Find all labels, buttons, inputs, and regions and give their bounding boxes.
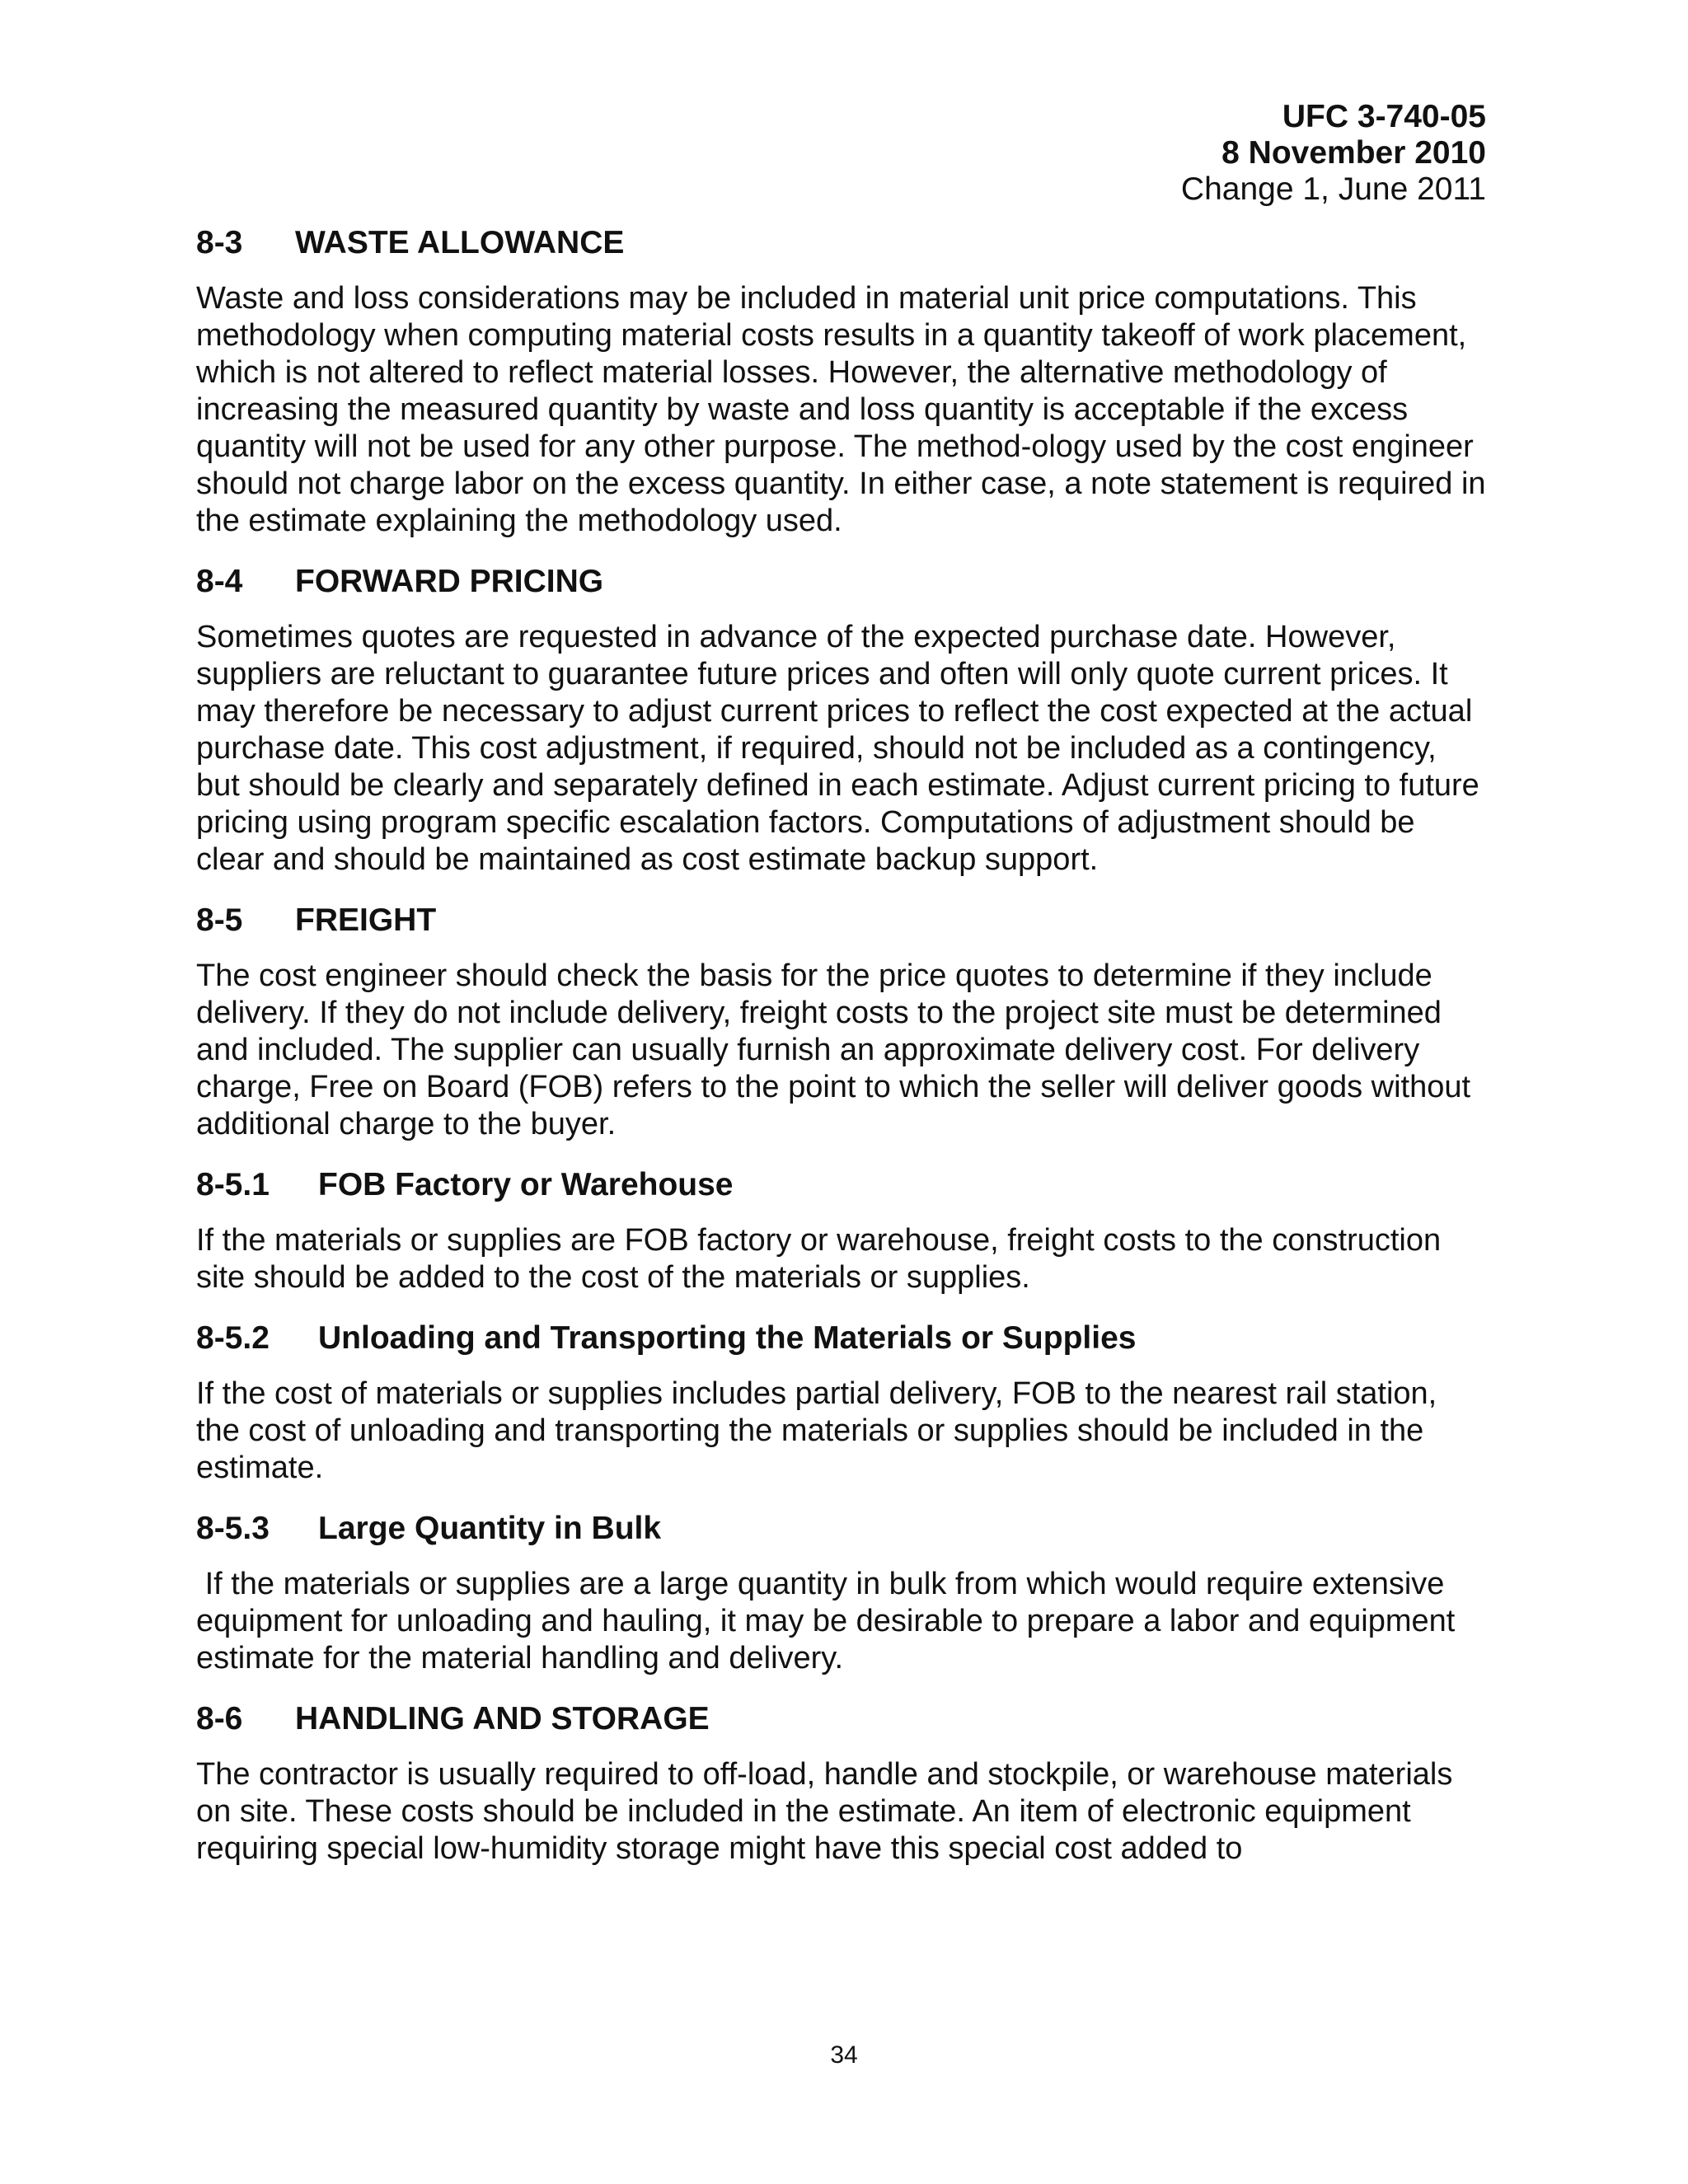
section-body: If the materials or supplies are FOB factory or warehouse, freight costs to the construction site should be added to the cost of the materials or supplies. bbox=[196, 1223, 1442, 1295]
section-body: If the cost of materials or supplies includes partial delivery, FOB to the nearest rail station, the cost of unloading and transporting the materials or supplies should be included in the estimate. bbox=[196, 1376, 1437, 1485]
section-title: FOB Factory or Warehouse bbox=[318, 1167, 734, 1202]
page-number: 34 bbox=[830, 2041, 858, 2069]
section-number: 8-6 bbox=[196, 1701, 243, 1736]
section-8-3 bbox=[196, 224, 1486, 540]
section-8-6 bbox=[196, 1700, 1486, 1868]
section-heading bbox=[196, 902, 1486, 940]
section-heading bbox=[196, 563, 1486, 601]
section-8-5-3 bbox=[196, 1510, 1486, 1677]
section-body: Sometimes quotes are requested in advance of the expected purchase date. However, suppliers are reluctant to guarantee future prices and often will only quote current prices. It may therefore be necessary to adjust current prices to reflect the cost expected at the actual purchase date. This cost adjustment, if required, should not be included as a contingency, but should be clearly and separately defined in each estimate. Adjust current pricing to future pricing using program specific escalation factors. Computations of adjustment should be clear and should be maintained as cost estimate backup support. bbox=[196, 620, 1479, 877]
section-number: 8-5.2 bbox=[196, 1320, 270, 1356]
document-header bbox=[196, 99, 1486, 208]
section-number: 8-5 bbox=[196, 902, 243, 938]
section-body: If the materials or supplies are a large quantity in bulk from which would require extensive equipment for unloading and hauling, it may be desirable to prepare a labor and equipment estimate for the material handling and delivery. bbox=[196, 1567, 1464, 1675]
section-title: WASTE ALLOWANCE bbox=[295, 225, 625, 260]
section-body: The cost engineer should check the basis for the price quotes to determine if they include delivery. If they do not include delivery, freight costs to the project site must be determined and included. The supplier can usually furnish an approximate delivery cost. For delivery charge, Free on Board (FOB) refers to the point to which the seller will deliver goods without additional charge to the buyer. bbox=[196, 958, 1471, 1141]
section-number: 8-3 bbox=[196, 225, 243, 260]
section-title: FREIGHT bbox=[295, 902, 437, 938]
section-number: 8-5.3 bbox=[196, 1511, 270, 1546]
section-8-4 bbox=[196, 563, 1486, 879]
section-heading bbox=[196, 1166, 1486, 1204]
section-8-5-2 bbox=[196, 1319, 1486, 1487]
section-heading bbox=[196, 1510, 1486, 1548]
document-date: 8 November 2010 bbox=[1221, 135, 1486, 171]
document-id: UFC 3-740-05 bbox=[1282, 99, 1486, 134]
document-page bbox=[196, 99, 1486, 1868]
document-change-note: Change 1, June 2011 bbox=[1180, 171, 1486, 207]
section-title: Large Quantity in Bulk bbox=[318, 1511, 662, 1546]
section-heading bbox=[196, 1319, 1486, 1357]
section-heading bbox=[196, 224, 1486, 262]
section-8-5 bbox=[196, 902, 1486, 1143]
section-title: FORWARD PRICING bbox=[295, 564, 604, 599]
section-number: 8-4 bbox=[196, 564, 243, 599]
section-8-5-1 bbox=[196, 1166, 1486, 1296]
section-body: The contractor is usually required to off-load, handle and stockpile, or warehouse materials on site. These costs should be included in the estimate. An item of electronic equipment requiring special low-humidity storage might have this special cost added to bbox=[196, 1757, 1453, 1866]
section-number: 8-5.1 bbox=[196, 1167, 270, 1202]
section-title: HANDLING AND STORAGE bbox=[295, 1701, 710, 1736]
section-heading bbox=[196, 1700, 1486, 1738]
section-body: Waste and loss considerations may be included in material unit price computations. This methodology when computing material costs results in a quantity takeoff of work placement, which is not altered to reflect material losses. However, the alternative methodology of increasing the measured quantity by waste and loss quantity is acceptable if the excess quantity will not be used for any other purpose. The method-ology used by the cost engineer should not charge labor on the excess quantity. In either case, a note statement is required in the estimate explaining the methodology used. bbox=[196, 281, 1486, 538]
section-title: Unloading and Transporting the Materials or Supplies bbox=[318, 1320, 1137, 1356]
